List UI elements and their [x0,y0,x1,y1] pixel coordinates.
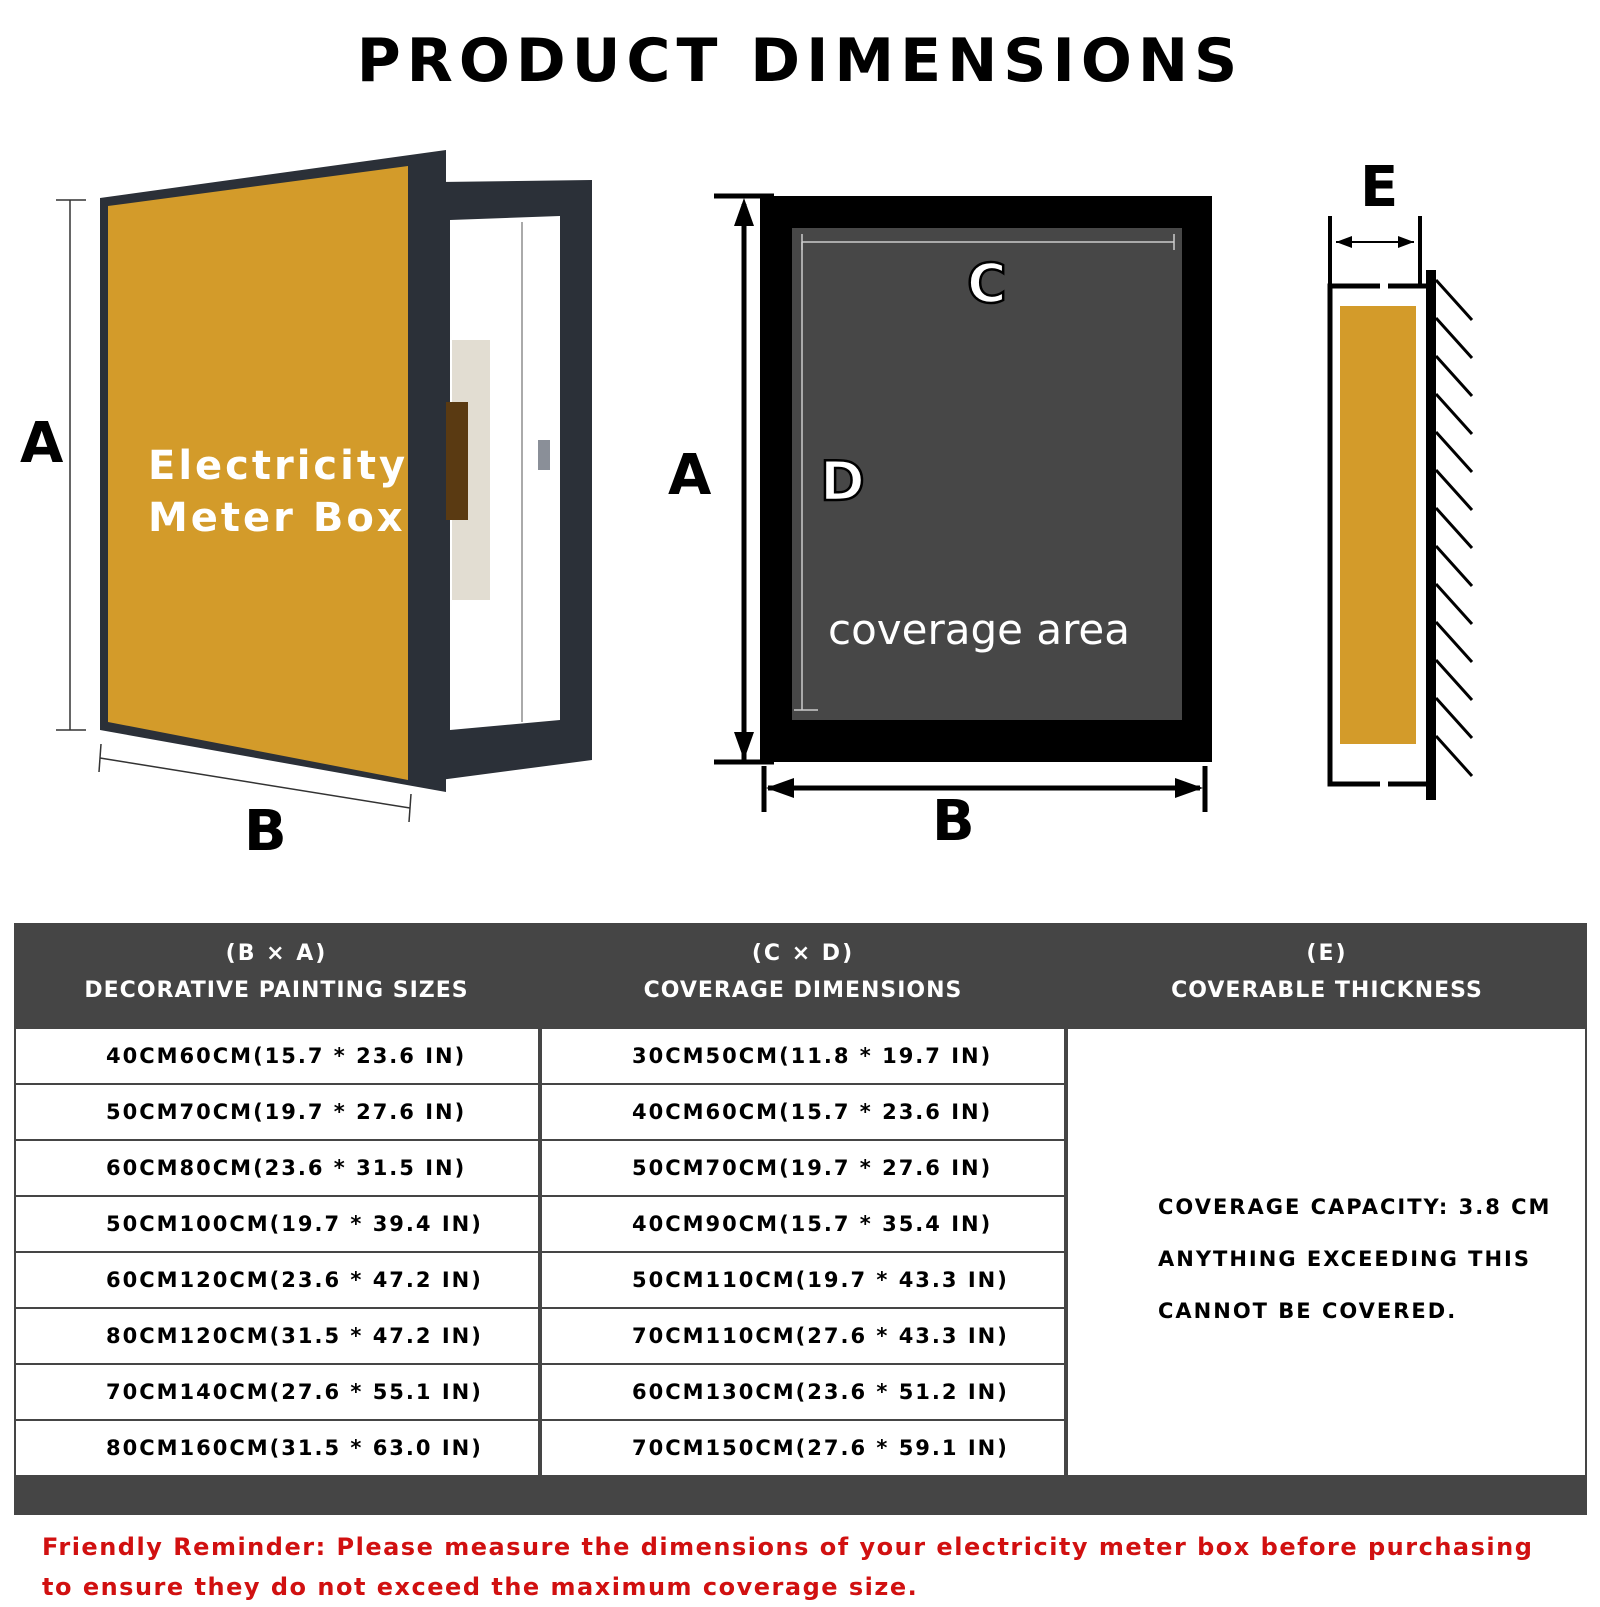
coverage-area-label: coverage area [828,605,1130,654]
header-painting-sizes: (B × A) DECORATIVE PAINTING SIZES [84,941,469,1003]
label-a-front: A [668,443,712,508]
box-label [148,440,408,544]
thickness-cell [1068,1029,1585,1475]
table-row-coverage: 30CM50CM(11.8 * 19.7 IN) [542,1029,1064,1083]
table-row-painting: 80CM120CM(31.5 * 47.2 IN) [16,1309,538,1363]
side-panel [1340,306,1416,744]
header-coverable-thickness: (E) COVERABLE THICKNESS [1171,941,1483,1003]
label-e: E [1360,155,1399,220]
label-d: D [820,450,865,513]
table-row-painting: 50CM70CM(19.7 * 27.6 IN) [16,1085,538,1139]
thickness-line: ANYTHING EXCEEDING THIS [1158,1247,1531,1271]
label-b: B [244,799,287,864]
wall-hatching [1436,280,1472,776]
box-label-line1: Electricity [148,443,409,489]
table-row-coverage: 50CM110CM(19.7 * 43.3 IN) [542,1253,1064,1307]
table-row-painting: 50CM100CM(19.7 * 39.4 IN) [16,1197,538,1251]
label-b-front: B [932,789,975,854]
meter-device [446,402,468,520]
table-row-painting: 80CM160CM(31.5 * 63.0 IN) [16,1421,538,1475]
thickness-line: CANNOT BE COVERED. [1158,1299,1458,1323]
hinge [538,440,550,470]
table-row-coverage: 40CM90CM(15.7 * 35.4 IN) [542,1197,1064,1251]
table-row-painting: 60CM120CM(23.6 * 47.2 IN) [16,1253,538,1307]
side-view-diagram [1300,150,1540,810]
header-coverage-dimensions: (C × D) COVERAGE DIMENSIONS [643,941,963,1003]
table-row-coverage: 40CM60CM(15.7 * 23.6 IN) [542,1085,1064,1139]
box-label-line2: Meter Box [148,495,406,541]
page-title: PRODUCT DIMENSIONS [356,26,1244,96]
table-row-painting: 70CM140CM(27.6 * 55.1 IN) [16,1365,538,1419]
table-row-painting: 40CM60CM(15.7 * 23.6 IN) [16,1029,538,1083]
table-row-painting: 60CM80CM(23.6 * 31.5 IN) [16,1141,538,1195]
table-row-coverage: 50CM70CM(19.7 * 27.6 IN) [542,1141,1064,1195]
front-view-diagram [660,180,1240,860]
table-row-coverage: 70CM150CM(27.6 * 59.1 IN) [542,1421,1064,1475]
thickness-line: COVERAGE CAPACITY: 3.8 CM [1158,1195,1552,1219]
table-row-coverage: 70CM110CM(27.6 * 43.3 IN) [542,1309,1064,1363]
friendly-reminder: Friendly Reminder: Please measure the dimensions of your electricity meter box before purchasing to ensure they do not exceed the maximum coverage size. [42,1533,1534,1601]
label-a: A [20,411,64,476]
table-row-coverage: 60CM130CM(23.6 * 51.2 IN) [542,1365,1064,1419]
dimensions-table [14,923,1587,1515]
label-c: C [967,252,1007,315]
wall [1426,270,1436,800]
